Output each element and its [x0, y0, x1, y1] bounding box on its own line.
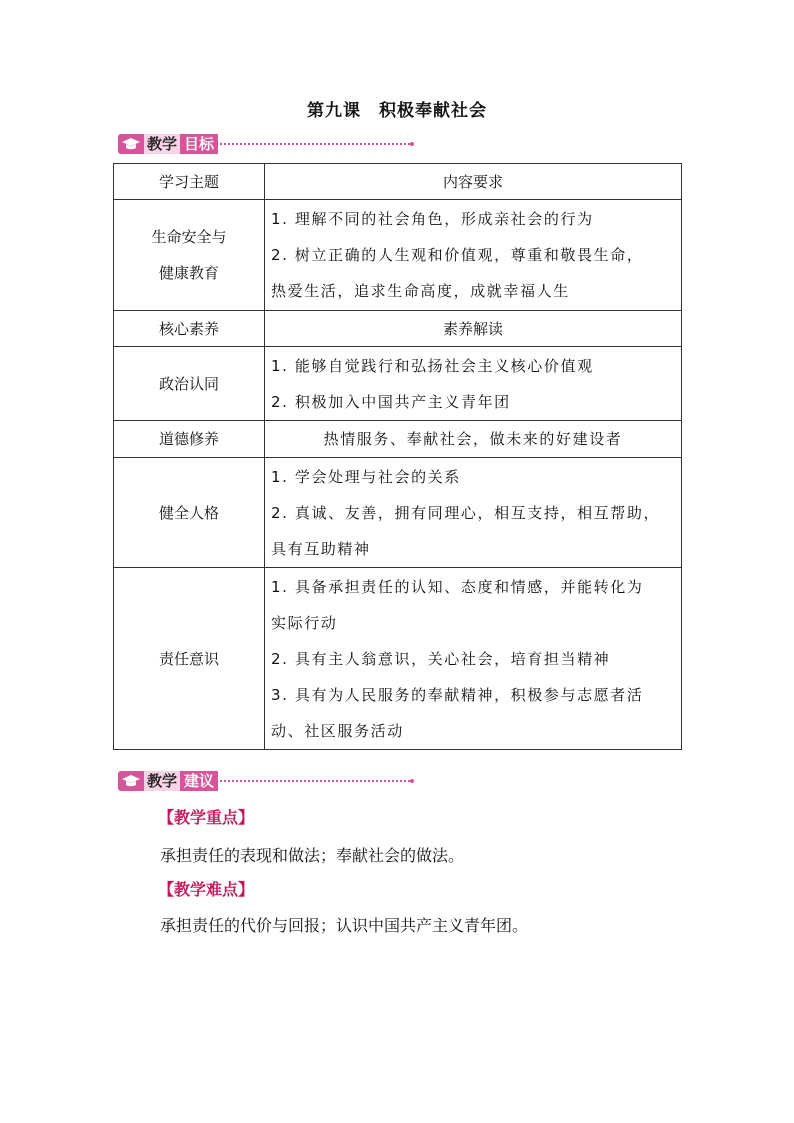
section-header-goals: [118, 134, 414, 154]
interpretation-line: 2. 具有主人翁意识，关心社会，培育担当精神: [271, 649, 611, 668]
literacy-cell: 责任意识: [114, 568, 265, 750]
section-label-goals: 目标: [180, 134, 218, 154]
requirement-line: 热爱生活，追求生命高度，成就幸福人生: [271, 282, 570, 300]
key-point-text: 承担责任的表现和做法；奉献社会的做法。: [160, 846, 465, 865]
interpretation-cell: [265, 568, 682, 750]
topic-line: 生命安全与: [151, 228, 227, 246]
header-cell-literacy: 核心素养: [114, 311, 265, 347]
interpretation-line: 1. 具备承担责任的认知、态度和情感，并能转化为: [271, 577, 644, 596]
divider-end-dot: [410, 142, 414, 146]
interpretation-line: 1. 能够自觉践行和弘扬社会主义核心价值观: [271, 356, 594, 375]
interpretation-line: 3. 具有为人民服务的奉献精神，积极参与志愿者活: [271, 685, 644, 704]
interpretation-cell: 热情服务、奉献社会，做未来的好建设者: [265, 421, 682, 458]
interpretation-cell: [265, 347, 682, 421]
dotted-divider: [220, 143, 410, 145]
page-title: 第九课 积极奉献社会: [307, 101, 487, 121]
graduation-cap-icon: [118, 771, 144, 791]
table-header-row: [114, 311, 682, 347]
header-cell-requirements: 内容要求: [265, 164, 682, 200]
table-row: [114, 421, 682, 458]
section-label-suggestions: 建议: [180, 771, 218, 791]
goals-table: [113, 163, 682, 750]
interpretation-line: 动、社区服务活动: [271, 721, 404, 740]
topic-cell: [114, 200, 265, 311]
table-header-row: [114, 164, 682, 200]
graduation-cap-icon: [118, 134, 144, 154]
requirements-cell: [265, 200, 682, 311]
table-row: [114, 568, 682, 750]
interpretation-line: 2. 真诚、友善，拥有同理心，相互支持，相互帮助，: [271, 503, 661, 522]
requirement-line: 1. 理解不同的社会角色，形成亲社会的行为: [271, 210, 594, 228]
interpretation-line: 1. 学会处理与社会的关系: [271, 467, 461, 486]
header-cell-interpretation: 素养解读: [265, 311, 682, 347]
interpretation-line: 2. 积极加入中国共产主义青年团: [271, 392, 511, 411]
interpretation-cell: [265, 458, 682, 568]
dotted-divider: [220, 780, 410, 782]
difficult-point-text: 承担责任的代价与回报；认识中国共产主义青年团。: [160, 916, 529, 935]
requirement-line: 2. 树立正确的人生观和价值观，尊重和敬畏生命，: [271, 246, 644, 264]
topic-line: 健康教育: [158, 264, 219, 282]
table-row: [114, 347, 682, 421]
section-label-teaching: 教学: [144, 771, 180, 791]
table-row: [114, 200, 682, 311]
section-label-teaching: 教学: [144, 134, 180, 154]
literacy-cell: 政治认同: [114, 347, 265, 421]
section-header-suggestions: [118, 771, 414, 791]
divider-end-dot: [410, 779, 414, 783]
literacy-cell: 健全人格: [114, 458, 265, 568]
interpretation-line: 具有互助精神: [271, 539, 371, 558]
literacy-cell: 道德修养: [114, 421, 265, 458]
difficult-point-heading: 【教学难点】: [158, 880, 255, 899]
header-cell-topic: 学习主题: [114, 164, 265, 200]
interpretation-line: 实际行动: [271, 613, 338, 632]
table-row: [114, 458, 682, 568]
key-point-heading: 【教学重点】: [158, 808, 255, 827]
